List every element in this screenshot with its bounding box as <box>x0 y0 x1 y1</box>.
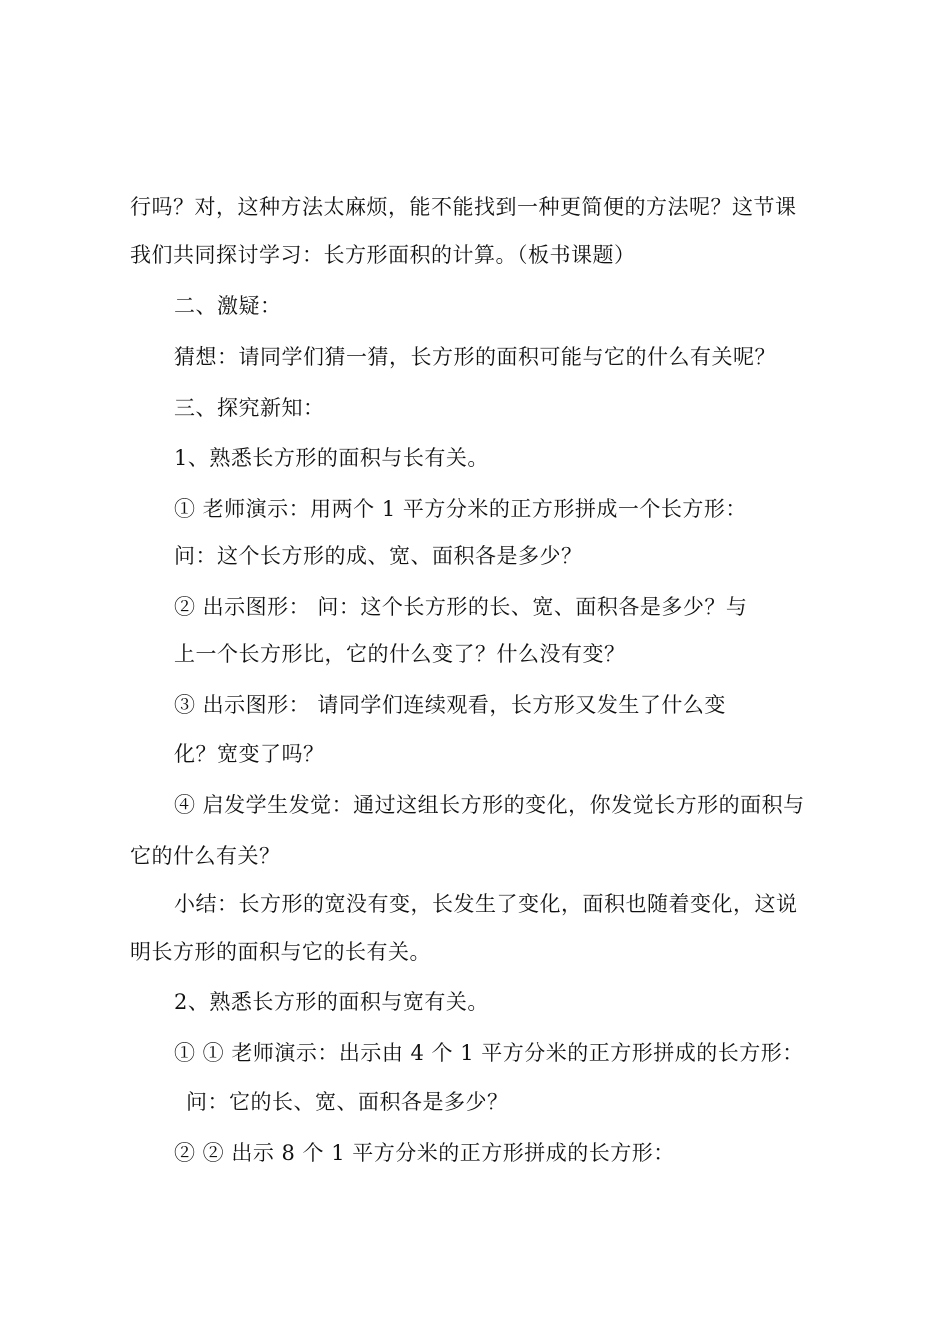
text-line: ① ① 老师演示：出示由 4 个 1 平方分米的正方形拼成的长方形： <box>174 1041 804 1065</box>
text-line: 行吗？对，这种方法太麻烦，能不能找到一种更简便的方法呢？这节课 <box>130 195 797 219</box>
text-line: 化？宽变了吗？ <box>174 742 325 766</box>
subsection-heading: 1、熟悉长方形的面积与长有关。 <box>174 446 489 470</box>
text-line: 猜想：请同学们猜一猜，长方形的面积可能与它的什么有关呢？ <box>174 345 776 369</box>
text-line: ② ② 出示 8 个 1 平方分米的正方形拼成的长方形： <box>174 1141 675 1165</box>
text-line: 我们共同探讨学习：长方形面积的计算。（板书课题） <box>130 243 636 267</box>
text-line: 上一个长方形比，它的什么变了？什么没有变？ <box>174 642 626 666</box>
section-heading: 二、激疑： <box>174 294 282 318</box>
text-line: ② 出示图形： 问：这个长方形的长、宽、面积各是多少？与 <box>174 595 748 619</box>
text-line: 问：这个长方形的成、宽、面积各是多少？ <box>174 544 583 568</box>
text-line: 问：它的长、宽、面积各是多少？ <box>186 1090 509 1114</box>
text-line: 明长方形的面积与它的长有关。 <box>130 940 431 964</box>
text-line: 小结：长方形的宽没有变，长发生了变化，面积也随着变化，这说 <box>174 892 798 916</box>
text-line: ① 老师演示：用两个 1 平方分米的正方形拼成一个长方形： <box>174 497 747 521</box>
section-heading: 三、探究新知： <box>174 396 325 420</box>
subsection-heading: 2、熟悉长方形的面积与宽有关。 <box>174 990 489 1014</box>
text-line: ④ 启发学生发觉：通过这组长方形的变化，你发觉长方形的面积与 <box>174 793 805 817</box>
text-line: 它的什么有关？ <box>130 844 281 868</box>
text-line: ③ 出示图形： 请同学们连续观看，长方形又发生了什么变 <box>174 693 726 717</box>
